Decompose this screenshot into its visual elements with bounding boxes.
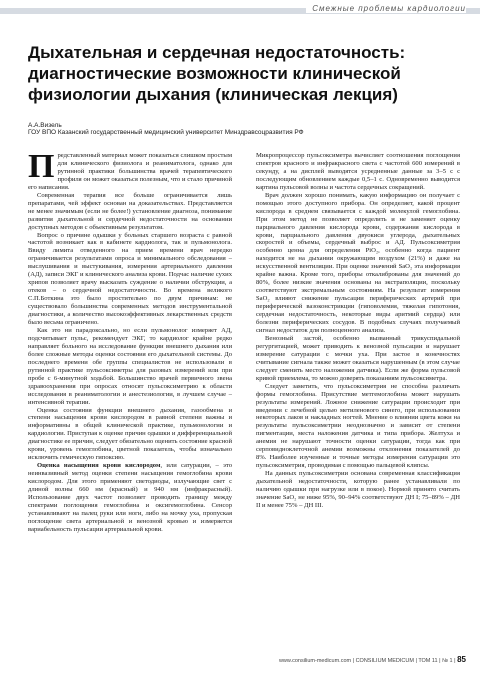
- article-affiliation: ГОУ ВПО Казанский государственный медицинский университет Минздравсоцразвития РФ: [28, 129, 304, 136]
- paragraph: Врач должен хорошо понимать, какую информацию он получает с помощью этого доступного прибора. Он определяет, какой процент кислорода в среднем связывается с каждой молекулой гемоглобина. При этом метод не позволяет определить и не заменяет оценку парциального давления кислорода крови, содержания кислорода в крови, парциального давления двуокиси углерода, дыхательных скоростей и объемы, сердечный выброс и АД. Пульсоксиметрия особенно ценна для определения PiO₂, особенно когда пациент находится не на дыхании окружающим воздухом (21%) и даже на искусственной вентиляции. При оценке значений SaO₂ эта информация крайне важна. Кроме того, приборы откалиброваны для значений до 80%, более низкие значения основаны на экстраполяции, поскольку соответствуют экстремальным состояниям. На результат измерения SaO₂ влияют снижение пульсации периферических артерий при периферической вазоконстрикции (гиповолемия, тяжелая гипотония, сердечная недостаточность, некоторые виды аритмий сердца) или болезни периферических сосудов. В подобных случаях получаемый сигнал недостаток для полноценного анализа.: [256, 191, 460, 334]
- body-column-left: [28, 152, 232, 654]
- paragraph: Как это ни парадоксально, но если пульмонолог измеряет АД, подсчитывает пульс, рекомендует ЭКГ, то кардиолог крайне редко направляет больного на исследование функции внешнего дыхания или более сложные методы оценки состояния его дыхательной системы. До последнего времени обе группы специалистов не использовали в рутинной практике пульсоксиметры для разовых измерений или при пробе с 6-минутной ходьбой. Большинство врачей первичного звена здравоохранения при опросах относят пульсоксиметрию к области исследования в реаниматологии и анестезиологии, в лучшем случае – интенсивной терапии.: [28, 326, 232, 406]
- paragraph: Представленный материал может показаться слишком простым для клинического физиолога и реаниматолога, однако для рутинной практики большинства врачей терапевтического профиля он может оказаться полезным, что и стало причиной его написания.: [28, 152, 232, 191]
- page-number: 85: [457, 655, 466, 664]
- article-author: А.А.Визель: [28, 122, 62, 129]
- paragraph: Вопрос о причине одышки у больных старшего возраста с равной частотой возникает как в кабинете кардиолога, так и пульмонолога. Ввиду лимита отведенного на прием времени врач нередко ограничивается результатами опроса и минимального обследования – выслушивания и выстукивания, измерения артериального давления (АД), записи ЭКГ и клинического анализа крови. Подчас наличие сухих хрипов позволяет врачу высказать суждение о наличии обструкции, а отеков – о сердечной недостаточности. Во времена великого С.П.Боткина это было простительно по двум причинам: не существовало большинства современных методов инструментальной диагностики, а количество высокоэффективных лекарственных средств было весьма ограничено.: [28, 231, 232, 327]
- drop-cap: П: [28, 152, 55, 185]
- body-column-right: [256, 152, 460, 654]
- paragraph: Венозный застой, особенно вызванный трикуспидальной регургитацией, может приводить к венозной пульсации и нарушает измерение сатурации с мочки уха. При застое в конечностях считывание сигнала также может оказаться нарушенным (в этом случае следует сменить место наложения датчика). Если же форма пульсовой кривой приемлема, то можно доверять показаниям пульсоксиметра.: [256, 334, 460, 382]
- paragraph: Оценка состояния функции внешнего дыхания, газообмена и степени насыщения крови кислородом в равной степени важны и информативны в общей клинической практике, пульмонологии и кардиологии. Приступая к оценке причин одышки и дифференциальной диагностике ее причин, следует обязательно оценить состояние красной крови, уровень гемоглобина, цветной показатель, чтобы изначально исключить гемическую гипоксию.: [28, 406, 232, 462]
- paragraph: Современная терапия все больше ограничивается лишь препаратами, чей эффект основан на доказательствах. Представляется не менее значимым (если не более!) установление диагноза, понимание развития дыхательной и сердечной недостаточности на основании доступных методов с объективным результатом.: [28, 191, 232, 231]
- section-heading-inline: Оценка насыщения крови кислородом: [37, 462, 161, 470]
- footer-text: www.consilium-medicum.com | CONSILIUM MEDICUM | ТОМ 11 | № 1 |: [278, 658, 456, 664]
- article-title: Дыхательная и сердечная недостаточность: диагностические возможности клинической физиологии дыхания (клиническая лекция): [28, 43, 406, 104]
- page-footer: [279, 655, 466, 664]
- paragraph: Следует заметить, что пульсоксиметрия не способна различать формы гемоглобина. Присутствие метгемоглобина может нарушать результаты измерений. Ложное снижение сатурации происходит при введении с лечебной целью метиленового синего, при использовании некоторых лаков и накладных ногтей. Мнение о влиянии цвета кожи на результаты пульсоксиметрии неоднозначно и зависит от степени пигментации, места наложения датчика и типа прибора. Желтуха и анемия не нарушают точности оценки сатурации, тогда как при серповидноклеточной анемии возможны отклонения показателей до 8%. Наиболее изученные и точные методы измерения сатурации это пульсоксиметрия, проводимая с помощью пальцевой клипсы.: [256, 382, 460, 470]
- paragraph: На данных пульсоксиметрии основана современная классификация дыхательной недостаточности, которую ранее устанавливали по наличию одышки при нагрузке или в покое). Нормой принято считать значение SaO₂ не ниже 95%, 90–94% соответствуют ДН I; 75–89% – ДН II и менее 75% – ДН III.: [256, 470, 460, 509]
- paragraph: Оценка насыщения крови кислородом, или сатурации, – это неинвазивный метод оценки степени насыщения гемоглобина крови кислородом. Для этого применяют светодиоды, излучающие свет с длиной волны 660 нм (красный) и 940 нм (инфракрасный). Использование двух частот позволяет проводить границу между спектрами поглощения гемоглобина и оксигемоглобина. Сенсор устанавливают на палец руки или ноги, либо на мочку уха, пропуская поглощение света артериальной и венозной кровью и измеряется вариабельность пульсации артериальной крови.: [28, 462, 232, 533]
- journal-section-title: Смежные проблемы кардиологии: [306, 4, 466, 13]
- paragraph: Микропроцессор пульсоксиметра вычисляет соотношения поглощения спектров красного и инфракрасного света с частотой 600 измерений в секунду, а на дисплей выводятся усредненные данные за 3–5 с с последующим обновлением каждые 0,5–1 с. Одновременно выводится картина пульсовой волны и частота сердечных сокращений.: [256, 152, 460, 191]
